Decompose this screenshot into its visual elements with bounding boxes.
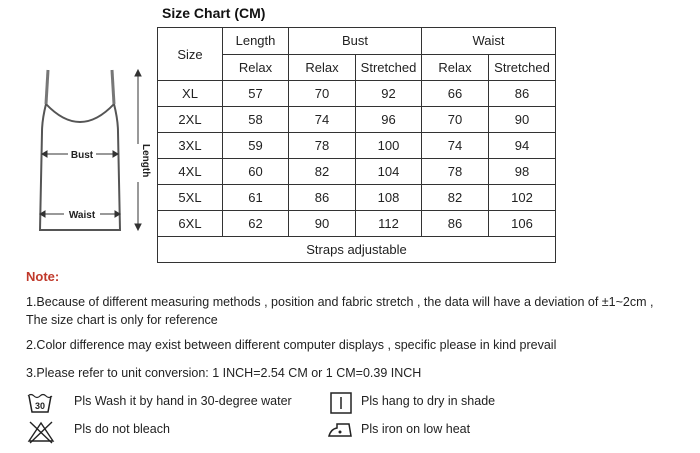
bust-relax-cell: 78 — [289, 133, 356, 159]
note-title: Note: — [26, 269, 60, 284]
length-cell: 60 — [223, 159, 289, 185]
straps-note: Straps adjustable — [158, 237, 556, 263]
hang-dry-icon — [329, 391, 353, 415]
wash-temperature-label: 30 — [34, 401, 46, 411]
stretched-subheader: Stretched — [489, 54, 556, 81]
size-chart-title: Size Chart (CM) — [162, 5, 266, 21]
iron-low-heat-icon — [327, 420, 357, 442]
hand-wash-30-icon — [27, 392, 53, 414]
size-header: Size — [158, 28, 223, 81]
waist-relax-cell: 70 — [422, 107, 489, 133]
waist-stretched-cell: 94 — [489, 133, 556, 159]
waist-relax-cell: 86 — [422, 211, 489, 237]
table-header-row — [158, 28, 556, 55]
iron-instruction: Pls iron on low heat — [361, 422, 471, 436]
bust-stretched-cell: 112 — [356, 211, 422, 237]
waist-relax-cell: 74 — [422, 133, 489, 159]
table-row — [158, 211, 556, 237]
length-cell: 62 — [223, 211, 289, 237]
waist-relax-cell: 66 — [422, 81, 489, 107]
length-label: Length — [140, 144, 151, 178]
waist-stretched-cell: 102 — [489, 185, 556, 211]
table-row — [158, 159, 556, 185]
table-footer-row — [158, 237, 556, 263]
waist-stretched-cell: 106 — [489, 211, 556, 237]
garment-diagram — [20, 62, 160, 242]
waist-label: Waist — [68, 210, 96, 221]
waist-stretched-cell: 90 — [489, 107, 556, 133]
bust-stretched-cell: 100 — [356, 133, 422, 159]
wash-instruction: Pls Wash it by hand in 30-degree water — [74, 394, 292, 408]
length-header: Length — [223, 28, 289, 55]
waist-header: Waist — [422, 28, 556, 55]
size-cell: 4XL — [158, 159, 223, 185]
note-line-1b: The size chart is only for reference — [26, 313, 218, 327]
size-cell: 6XL — [158, 211, 223, 237]
bust-stretched-cell: 96 — [356, 107, 422, 133]
bust-relax-cell: 90 — [289, 211, 356, 237]
bust-relax-cell: 86 — [289, 185, 356, 211]
table-row — [158, 185, 556, 211]
size-table — [157, 27, 556, 263]
bleach-instruction: Pls do not bleach — [74, 422, 170, 436]
bust-stretched-cell: 104 — [356, 159, 422, 185]
relax-subheader: Relax — [289, 54, 356, 81]
bust-stretched-cell: 108 — [356, 185, 422, 211]
length-cell: 58 — [223, 107, 289, 133]
length-cell: 59 — [223, 133, 289, 159]
size-cell: 3XL — [158, 133, 223, 159]
relax-subheader: Relax — [422, 54, 489, 81]
waist-relax-cell: 78 — [422, 159, 489, 185]
bust-relax-cell: 70 — [289, 81, 356, 107]
note-line-2: 2.Color difference may exist between different computer displays , specific please in kind prevail — [26, 338, 557, 352]
length-cell: 57 — [223, 81, 289, 107]
bust-header: Bust — [289, 28, 422, 55]
table-row — [158, 107, 556, 133]
note-line-1: 1.Because of different measuring methods , position and fabric stretch , the data will have a deviation of ±1~2cm , — [26, 295, 654, 309]
bust-stretched-cell: 92 — [356, 81, 422, 107]
stretched-subheader: Stretched — [356, 54, 422, 81]
table-row — [158, 133, 556, 159]
waist-stretched-cell: 86 — [489, 81, 556, 107]
hang-instruction: Pls hang to dry in shade — [361, 394, 496, 408]
size-cell: 2XL — [158, 107, 223, 133]
size-cell: XL — [158, 81, 223, 107]
length-cell: 61 — [223, 185, 289, 211]
no-bleach-icon — [27, 420, 55, 444]
note-line-3: 3.Please refer to unit conversion: 1 INCH=2.54 CM or 1 CM=0.39 INCH — [26, 366, 422, 380]
bust-relax-cell: 74 — [289, 107, 356, 133]
size-cell: 5XL — [158, 185, 223, 211]
relax-subheader: Relax — [223, 54, 289, 81]
waist-stretched-cell: 98 — [489, 159, 556, 185]
table-row — [158, 81, 556, 107]
bust-relax-cell: 82 — [289, 159, 356, 185]
waist-relax-cell: 82 — [422, 185, 489, 211]
bust-label: Bust — [70, 150, 94, 161]
